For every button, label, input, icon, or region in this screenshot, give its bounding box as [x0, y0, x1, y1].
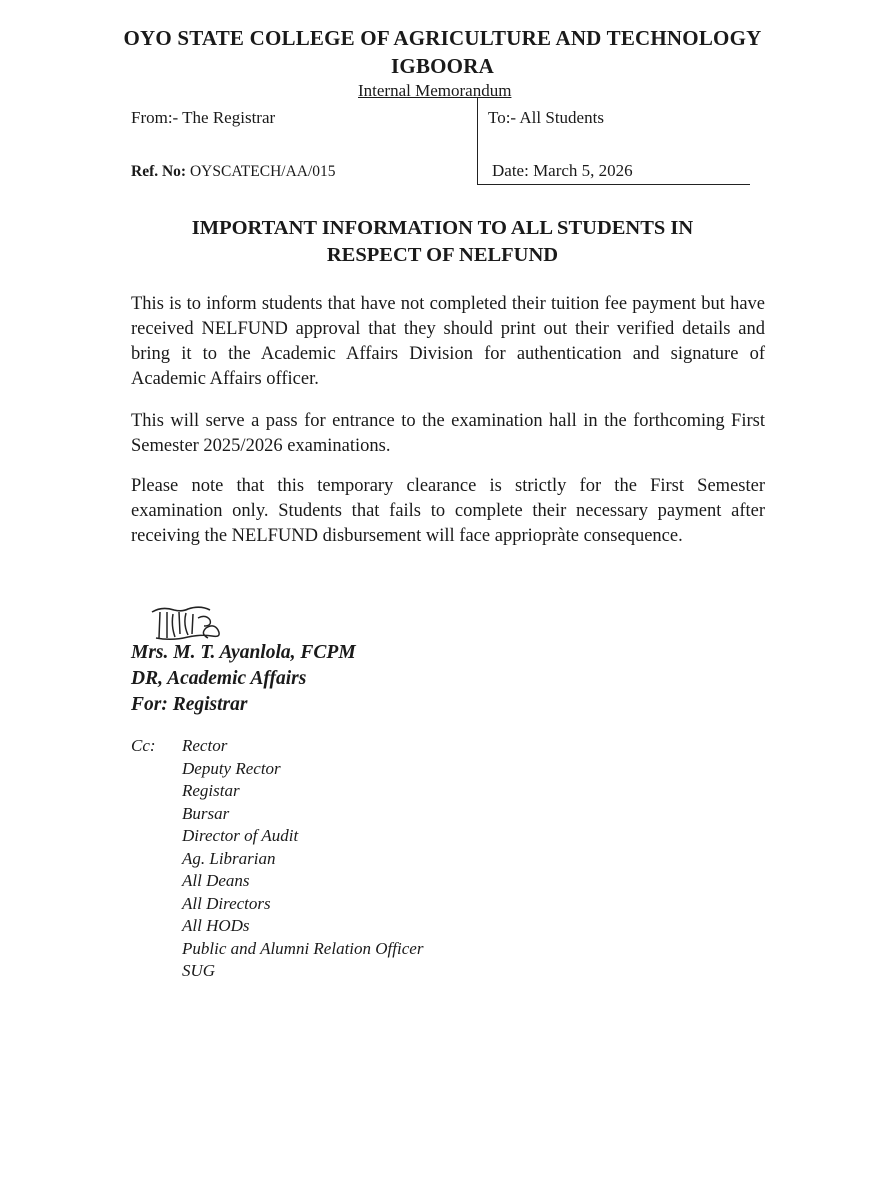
college-name: OYO STATE COLLEGE OF AGRICULTURE AND TECHNOLOGY	[123, 26, 762, 50]
cc-recipient: SUG	[182, 961, 216, 980]
memo-to: To:- All Students	[488, 108, 604, 127]
signatory-name: Mrs. M. T. Ayanlola, FCPM	[131, 642, 356, 663]
cc-label: Cc:	[131, 736, 156, 755]
cc-recipient-list	[182, 735, 423, 983]
cc-recipient: Ag. Librarian	[182, 848, 276, 868]
subject-line-1: IMPORTANT INFORMATION TO ALL STUDENTS IN	[191, 217, 694, 239]
cc-recipient: Deputy Rector	[182, 758, 281, 778]
ref-label: Ref. No:	[131, 163, 187, 180]
body-paragraph-3: Please note that this temporary clearance is strictly for the First Semester examination only. Students that fails to complete their necessary payment after receiving the NELFUND disbursement will face appriopràte consequence.	[131, 476, 765, 546]
memo-reference	[131, 162, 336, 182]
cc-recipient: All HODs	[182, 916, 250, 935]
subject-line-2: RESPECT OF NELFUND	[326, 244, 559, 266]
cc-recipient: All Deans	[182, 871, 250, 890]
cc-recipient: All Directors	[182, 893, 271, 913]
memo-subject	[90, 215, 795, 269]
cc-recipient: Director of Audit	[182, 826, 299, 845]
memo-header-rule	[478, 184, 750, 185]
memo-from: From:- The Registrar	[131, 108, 276, 127]
memo-type-label: Internal Memorandum	[358, 81, 512, 100]
signatory-block	[131, 640, 356, 718]
college-location: IGBOORA	[391, 54, 494, 78]
cc-recipient: Bursar	[182, 803, 230, 823]
cc-recipient: Rector	[182, 736, 228, 755]
ref-number: OYSCATECH/AA/015	[186, 163, 336, 180]
cc-recipient: Registar	[182, 781, 240, 800]
body-paragraph-1: This is to inform students that have not completed their tuition fee payment but have received NELFUND approval that they should print out their verified details and bring it to the Academic Affairs Division for authentication and signature of Academic Affairs officer.	[131, 294, 765, 389]
signatory-on-behalf: For: Registrar	[131, 694, 248, 715]
signatory-position: DR, Academic Affairs	[131, 668, 307, 689]
letterhead	[0, 24, 885, 80]
memo-column-divider	[477, 97, 478, 185]
memo-date: Date: March 5, 2026	[492, 161, 633, 180]
cc-recipient: Public and Alumni Relation Officer	[182, 938, 424, 958]
body-paragraph-2: This will serve a pass for entrance to the examination hall in the forthcoming First Semester 2025/2026 examinations.	[131, 411, 765, 456]
